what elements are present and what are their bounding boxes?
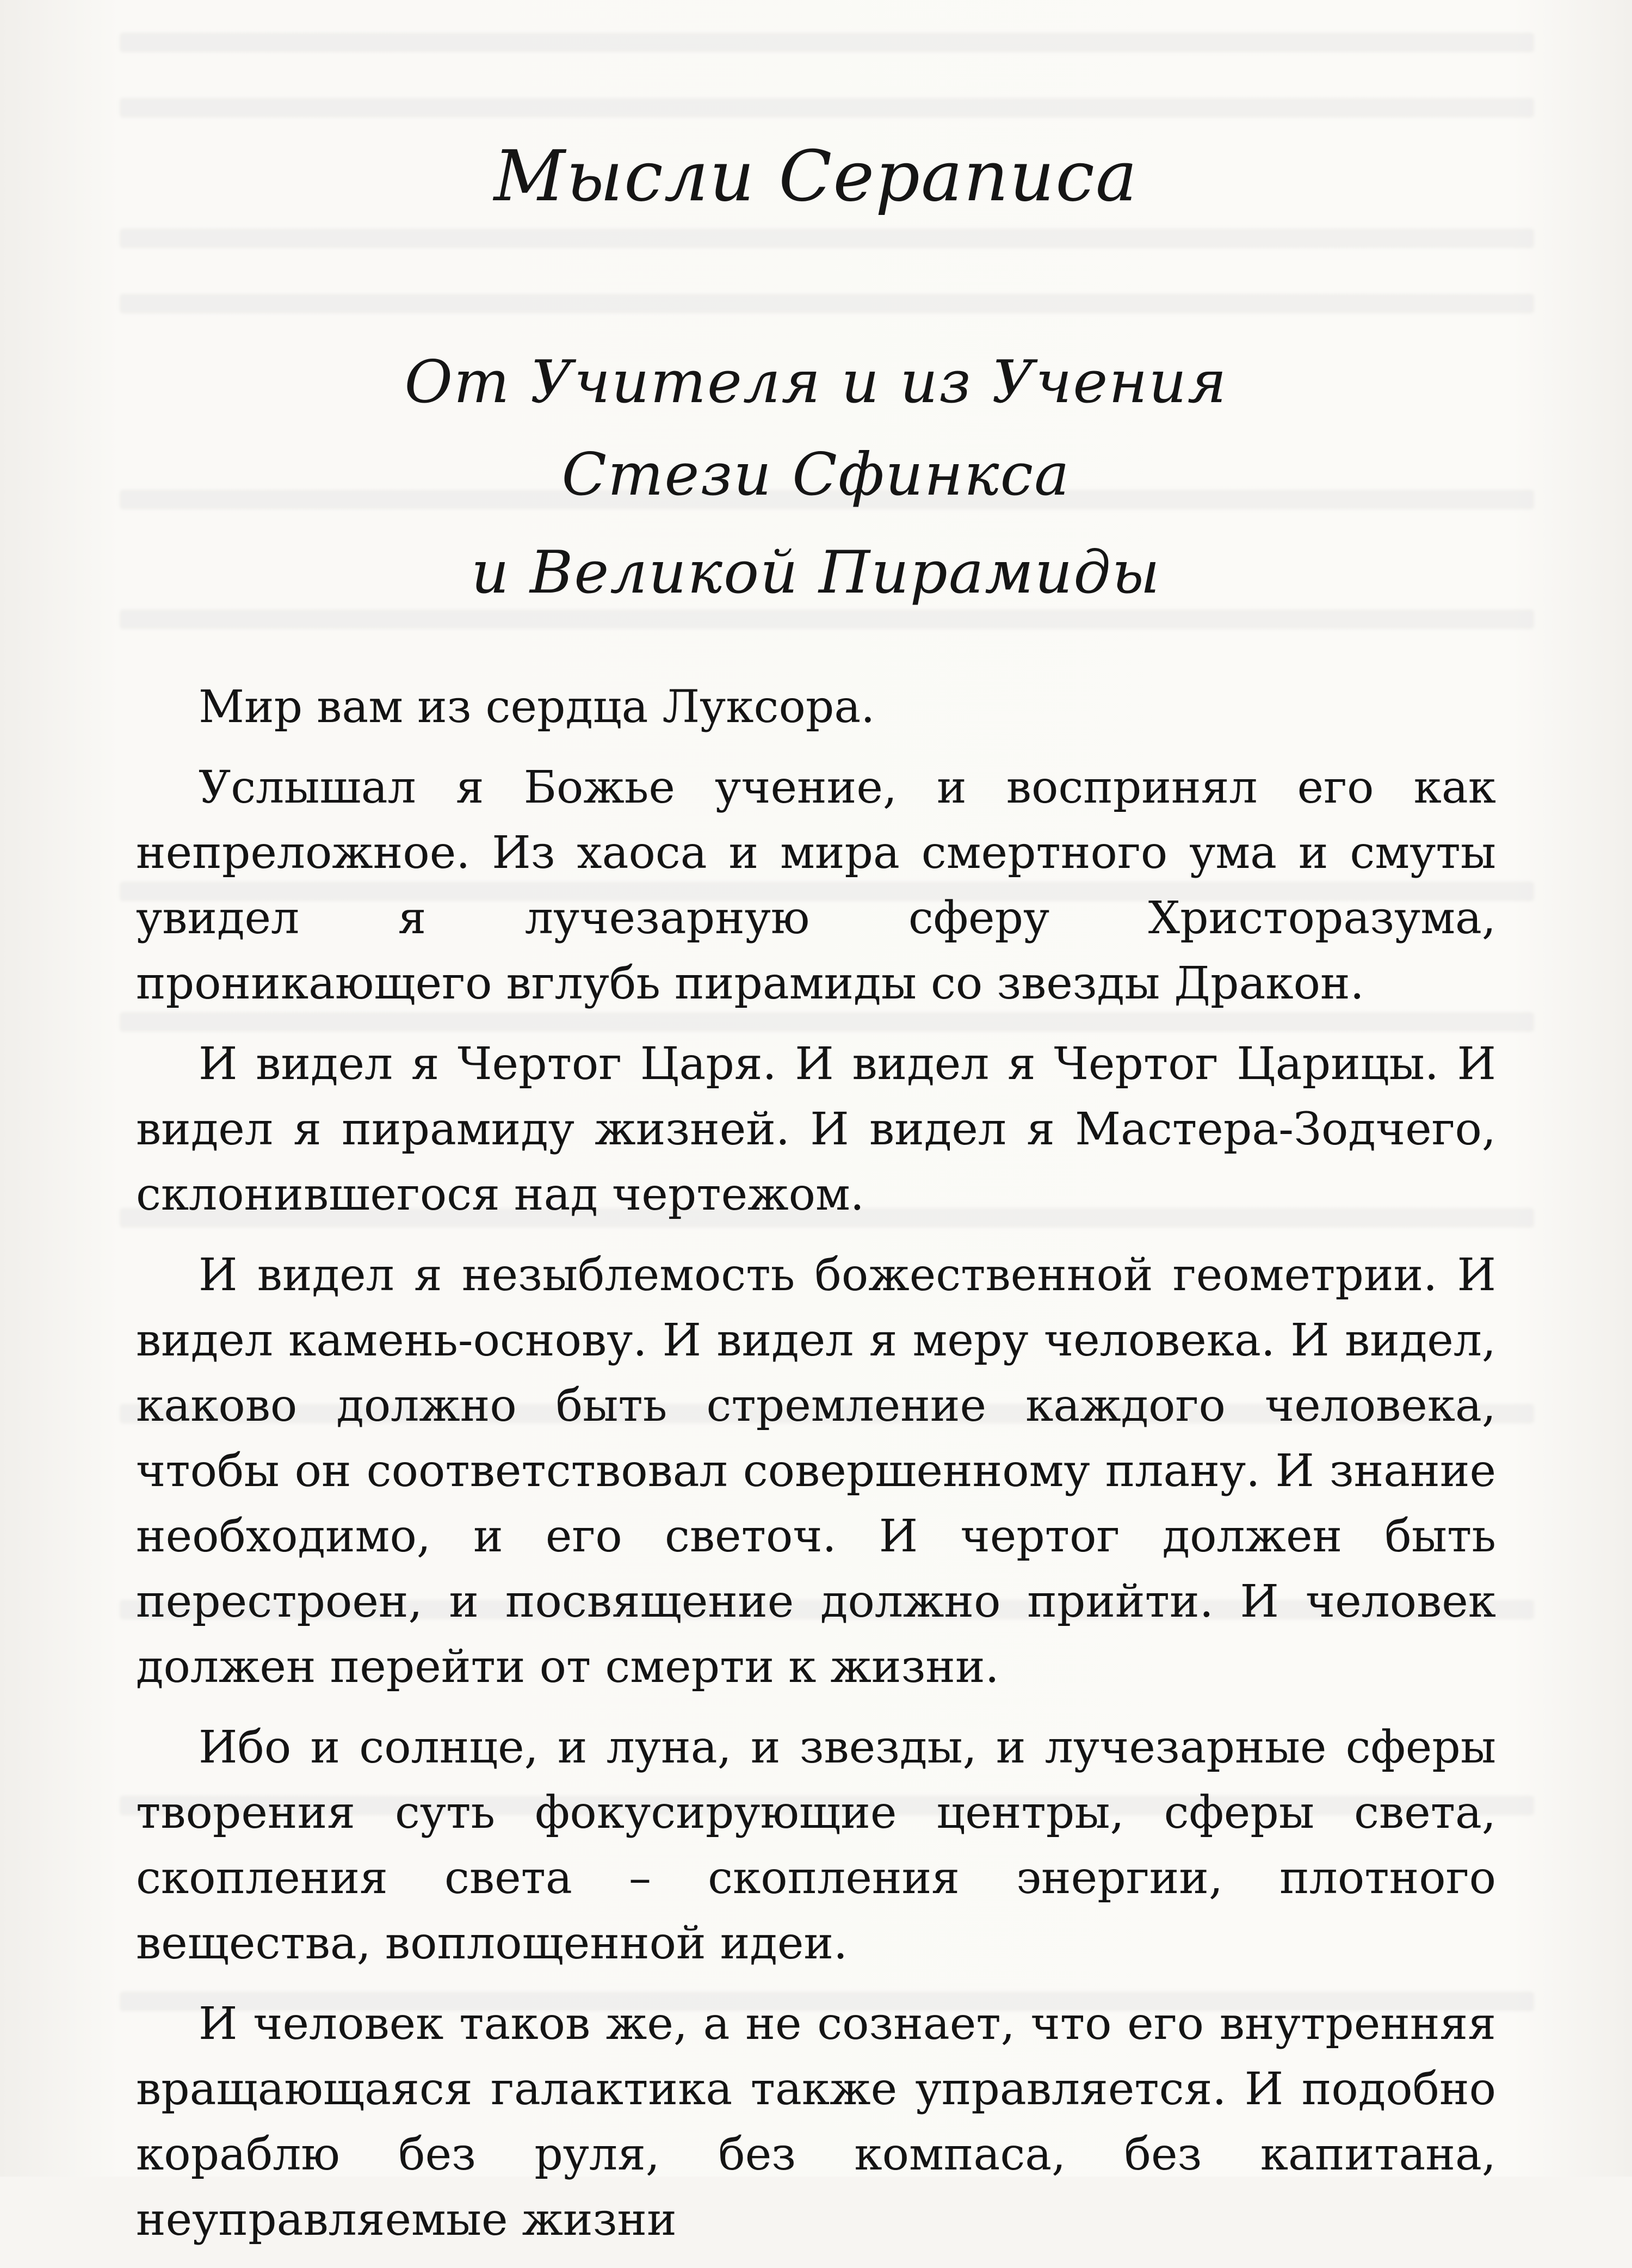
paragraph: И видел я Чертог Царя. И видел я Чертог Царицы. И видел я пирамиду жизней. И видел я Мастера-Зодчего, склонившегося над чертежом. bbox=[136, 1038, 1496, 1221]
chapter-title: Мысли Сераписа bbox=[493, 136, 1139, 217]
bleed-through-band bbox=[120, 294, 1534, 313]
chapter-subtitle-line-1: От Учителя и из Учения bbox=[404, 348, 1228, 416]
paragraph: Мир вам из сердца Луксора. bbox=[199, 681, 875, 733]
bleed-through-band bbox=[120, 33, 1534, 52]
paragraph: И человек таков же, а не сознает, что его внутренняя вращающаяся галактика также управляется. И подобно кораблю без руля, без компаса, без капитана, неуправляемые жизни bbox=[136, 1998, 1496, 2246]
bleed-through-band bbox=[120, 229, 1534, 248]
paragraph: И видел я незыблемость божественной геометрии. И видел камень-основу. И видел я меру человека. И видел, каково должно быть стремление каждого человека, чтобы он соответствовал совершенному плану. И знание необходимо, и его светоч. И чертог должен быть перестроен, и посвящение должно прийти. И человек должен перейти от смерти к жизни. bbox=[136, 1249, 1496, 1693]
chapter-subtitle-line-3: и Великой Пирамиды bbox=[471, 539, 1161, 607]
bleed-through-band bbox=[120, 609, 1534, 629]
body-text bbox=[136, 675, 1496, 2268]
bleed-through-band bbox=[120, 98, 1534, 118]
paragraph: Услышал я Божье учение, и воспринял его как непреложное. Из хаоса и мира смертного ума и смуты увидел я лучезарную сферу Христоразума, проникающего вглубь пирамиды со звезды Дракон. bbox=[136, 762, 1496, 1009]
paragraph: Ибо и солнце, и луна, и звезды, и лучезарные сферы творения суть фокусирующие центры, сферы света, скопления света – скопления энергии, плотного вещества, воплощенной идеи. bbox=[136, 1722, 1496, 1969]
chapter-subtitle-line-2: Стези Сфинкса bbox=[561, 441, 1071, 509]
